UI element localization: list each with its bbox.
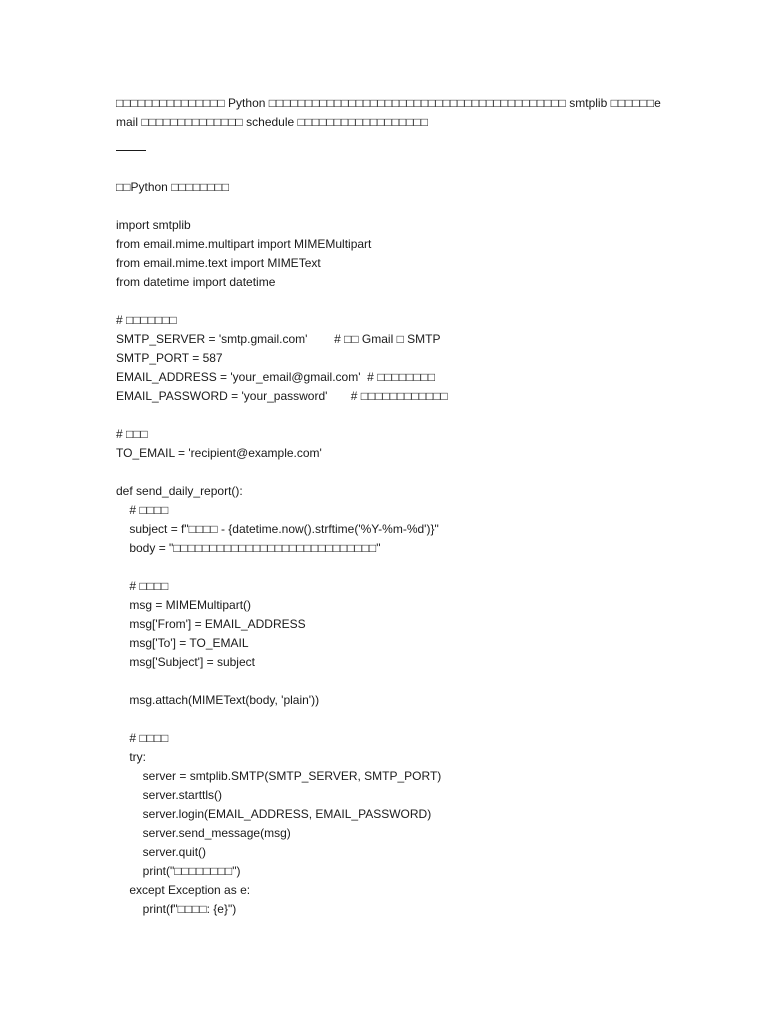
code-line: # □□□□ — [116, 731, 169, 745]
code-line — [116, 463, 664, 482]
code-line: def send_daily_report(): — [116, 484, 243, 498]
code-line — [116, 406, 664, 425]
code-line: EMAIL_ADDRESS = 'your_email@gmail.com' # □□□□□□□□ — [116, 370, 436, 384]
code-line: except Exception as e: — [116, 883, 251, 897]
code-line — [116, 292, 664, 311]
code-line: from email.mime.text import MIMEText — [116, 256, 321, 270]
code-line: SMTP_SERVER = 'smtp.gmail.com' # □□ Gmail □ SMTP — [116, 332, 441, 346]
code-line: server.quit() — [116, 845, 207, 859]
code-line: msg['Subject'] = subject — [116, 655, 255, 669]
code-line: print("□□□□□□□□") — [116, 864, 241, 878]
code-line: from datetime import datetime — [116, 275, 276, 289]
code-block — [116, 216, 664, 919]
code-line: server = smtplib.SMTP(SMTP_SERVER, SMTP_PORT) — [116, 769, 442, 783]
code-line: msg = MIMEMultipart() — [116, 598, 252, 612]
code-line — [116, 558, 664, 577]
code-line: EMAIL_PASSWORD = 'your_password' # □□□□□□□□□□□□ — [116, 389, 448, 403]
code-line: msg.attach(MIMEText(body, 'plain')) — [116, 693, 320, 707]
code-line: # □□□□ — [116, 503, 169, 517]
code-line — [116, 672, 664, 691]
code-line: from email.mime.multipart import MIMEMultipart — [116, 237, 372, 251]
code-line: SMTP_PORT = 587 — [116, 351, 223, 365]
code-line — [116, 710, 664, 729]
code-line: msg['To'] = TO_EMAIL — [116, 636, 249, 650]
code-line: server.starttls() — [116, 788, 223, 802]
code-line: server.login(EMAIL_ADDRESS, EMAIL_PASSWORD) — [116, 807, 432, 821]
code-line: subject = f"□□□□ - {datetime.now().strftime('%Y-%m-%d')}" — [116, 522, 439, 536]
code-line: import smtplib — [116, 218, 191, 232]
code-line: # □□□□ — [116, 579, 169, 593]
code-line: msg['From'] = EMAIL_ADDRESS — [116, 617, 306, 631]
spacer — [116, 151, 664, 178]
code-line: # □□□ — [116, 427, 148, 441]
blank-line — [116, 197, 664, 216]
code-line: TO_EMAIL = 'recipient@example.com' — [116, 446, 322, 460]
code-line: try: — [116, 750, 146, 764]
code-line: body = "□□□□□□□□□□□□□□□□□□□□□□□□□□□□" — [116, 541, 381, 555]
section-heading: □□Python □□□□□□□□ — [116, 180, 230, 194]
code-line: # □□□□□□□ — [116, 313, 177, 327]
code-line: print(f"□□□□: {e}") — [116, 902, 237, 916]
document-page — [116, 94, 664, 919]
intro-paragraph: □□□□□□□□□□□□□□□ Python □□□□□□□□□□□□□□□□□□□□□□□□□□□□□□□□□□□□□□□□□ smtplib □□□□□□email □□□□□□□□□□□□□□ schedule □□□□□□□□□□□□□□□□□□ — [116, 96, 661, 129]
code-line: server.send_message(msg) — [116, 826, 291, 840]
